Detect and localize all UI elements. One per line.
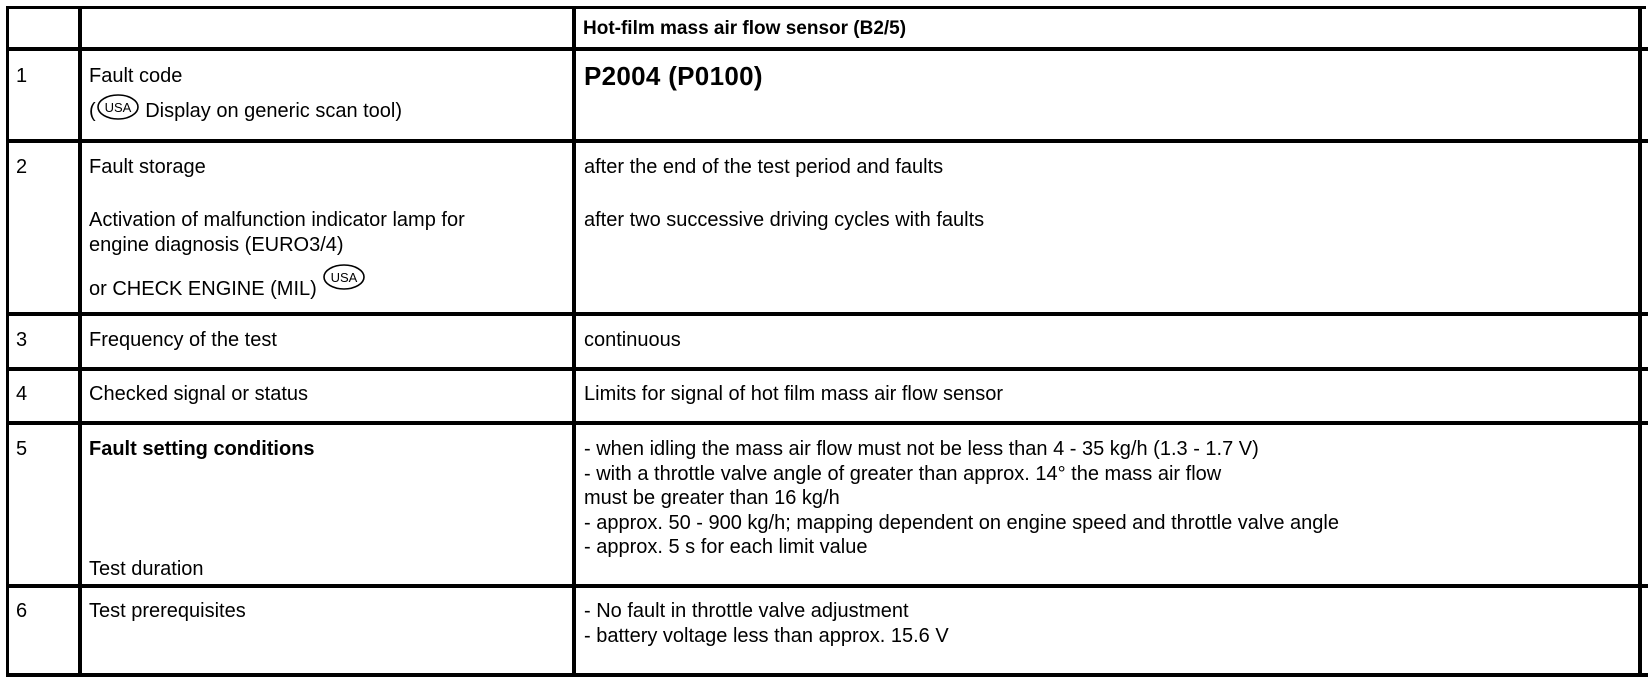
row-divider [6, 139, 1648, 143]
row-value: continuous [584, 329, 681, 351]
row-number: 2 [16, 156, 28, 178]
row-label: Fault storage [89, 156, 206, 178]
row-label-usa-line [89, 93, 402, 123]
row-label: Test duration [89, 558, 204, 580]
row-number: 4 [16, 383, 28, 405]
row-divider [6, 584, 1648, 588]
row-label-bold: Fault setting conditions [89, 438, 315, 460]
row-value-line: - battery voltage less than approx. 15.6 V [584, 625, 949, 647]
row-number: 6 [16, 600, 28, 622]
column-divider [1638, 6, 1642, 677]
row-label-usa-line [89, 263, 366, 301]
row-label: Fault code [89, 65, 183, 87]
row-divider [6, 367, 1648, 371]
usa-oval-icon [96, 93, 140, 121]
row-label: Test prerequisites [89, 600, 246, 622]
row-number: 5 [16, 438, 28, 460]
row-value-line: - approx. 50 - 900 kg/h; mapping dependent on engine speed and throttle valve angle [584, 512, 1339, 534]
row-value-line: - with a throttle valve angle of greater than approx. 14° the mass air flow [584, 463, 1222, 485]
row-value: Limits for signal of hot film mass air flow sensor [584, 383, 1004, 405]
column-divider [572, 6, 576, 677]
row-value-line: - approx. 5 s for each limit value [584, 536, 868, 558]
row-label: Activation of malfunction indicator lamp for [89, 209, 465, 231]
table-title: Hot-film mass air flow sensor (B2/5) [583, 18, 907, 39]
row-divider [6, 421, 1648, 425]
row-divider [6, 47, 1648, 51]
row-label-paren: ( [89, 100, 96, 122]
column-divider [78, 6, 82, 677]
row-divider [6, 312, 1648, 316]
row-value: after the end of the test period and faults [584, 156, 944, 178]
row-value-line: - when idling the mass air flow must not be less than 4 - 35 kg/h (1.3 - 1.7 V) [584, 438, 1259, 460]
row-value-line: - No fault in throttle valve adjustment [584, 600, 909, 622]
row-number: 3 [16, 329, 28, 351]
usa-oval-icon [322, 263, 366, 291]
fault-code: P2004 (P0100) [584, 61, 763, 91]
row-label-text: Display on generic scan tool) [139, 100, 403, 122]
row-label-text: or CHECK ENGINE (MIL) [89, 278, 317, 300]
row-label: Checked signal or status [89, 383, 309, 405]
row-label: Frequency of the test [89, 329, 277, 351]
row-number: 1 [16, 65, 28, 87]
row-value-line: must be greater than 16 kg/h [584, 487, 840, 509]
row-value: after two successive driving cycles with faults [584, 209, 985, 231]
usa-oval-text: USA [331, 270, 358, 285]
usa-oval-text: USA [104, 100, 132, 115]
row-divider [6, 673, 1648, 677]
row-label: engine diagnosis (EURO3/4) [89, 234, 344, 256]
